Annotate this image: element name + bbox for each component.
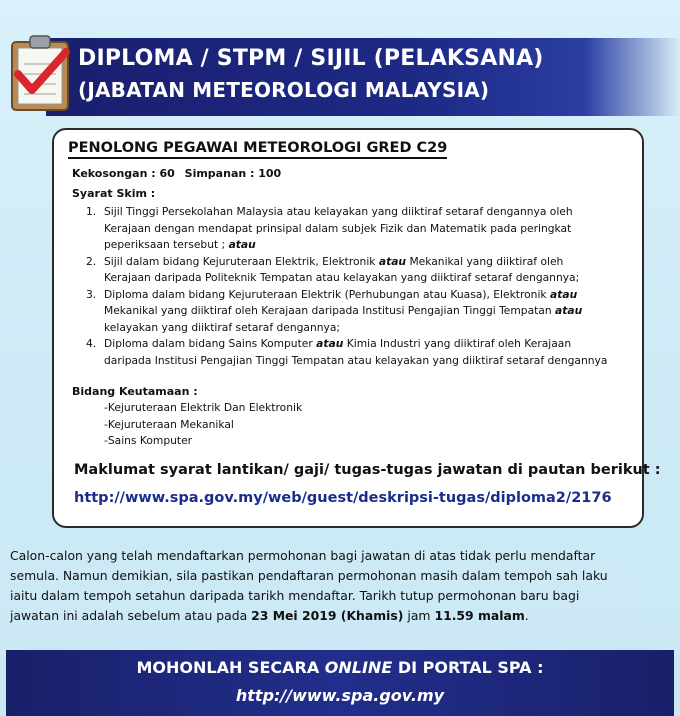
clipboard-check-icon [4, 30, 76, 114]
notice-line [10, 606, 670, 626]
requirement-text: Sijil dalam bidang Kejuruteraan Elektrik, Elektronik [104, 254, 376, 268]
footer-cta [0, 658, 680, 677]
notice-line: Calon-calon yang telah mendaftarkan permohonan bagi jawatan di atas tidak perlu mendaftar [10, 548, 596, 563]
bidang-list [104, 400, 302, 450]
bidang-item: -Kejuruteraan Mekanikal [104, 417, 234, 431]
atau-emphasis: atau [316, 337, 344, 350]
requirement-number: 1. [86, 205, 97, 218]
header-title: DIPLOMA / STPM / SIJIL (PELAKSANA) [78, 46, 544, 71]
requirement-line: Kerajaan dengan mendapat prinsipal dalam subjek Fizik dan Matematik pada peringkat [104, 221, 572, 235]
requirement-number: 2. [86, 254, 97, 268]
notice-line: iaitu dalam tempoh setahun daripada tarikh mendaftar. Tarikh tutup permohonan baru bagi [10, 588, 580, 603]
notice-paragraph [10, 546, 670, 626]
requirement-item [86, 204, 646, 254]
requirement-text: Kimia Industri yang diiktiraf oleh Kerajaan [346, 337, 572, 350]
requirement-text: Diploma dalam bidang Sains Komputer [104, 337, 313, 350]
requirement-item [86, 287, 646, 337]
notice-text: jawatan ini adalah sebelum atau pada [10, 608, 248, 623]
closing-time: 11.59 malam [434, 608, 525, 623]
requirement-line: daripada Institusi Pengajian Tinggi Tempatan atau kelayakan yang diiktiraf setaraf dengannya [104, 353, 608, 367]
kekosongan-count: Kekosongan : 60 [72, 167, 175, 180]
portal-link[interactable]: http://www.spa.gov.my [235, 686, 445, 705]
header-subtitle: (JABATAN METEOROLOGI MALAYSIA) [78, 78, 490, 102]
info-line: Maklumat syarat lantikan/ gaji/ tugas-tugas jawatan di pautan berikut : [74, 462, 661, 478]
requirement-number: 3. [86, 287, 97, 301]
requirement-line [104, 254, 646, 271]
job-description-link[interactable]: http://www.spa.gov.my/web/guest/deskripsi-tugas/diploma2/2176 [74, 490, 612, 506]
atau-emphasis: atau [228, 238, 256, 251]
atau-emphasis: atau [555, 304, 583, 317]
footer-text: MOHONLAH SECARA [136, 658, 320, 677]
requirement-line: Kerajaan daripada Politeknik Tempatan atau kelayakan yang diiktiraf setaraf dengannya; [104, 271, 580, 284]
notice-text: jam [407, 608, 431, 623]
requirement-line: Sijil Tinggi Persekolahan Malaysia atau kelayakan yang diiktiraf setaraf dengannya oleh [104, 205, 573, 218]
requirements-list [86, 204, 646, 369]
notice-line: semula. Namun demikian, sila pastikan pendaftaran permohonan masih dalam tempoh sah laku [10, 568, 608, 583]
bidang-keutamaan-heading: Bidang Keutamaan : [72, 385, 198, 398]
requirement-line [104, 336, 646, 353]
bidang-item: -Sains Komputer [104, 434, 193, 447]
requirement-text: Mekanikal yang diiktiraf oleh [409, 254, 564, 268]
vacancy-info [72, 166, 287, 182]
bidang-item: -Kejuruteraan Elektrik Dan Elektronik [104, 401, 303, 414]
closing-date: 23 Mei 2019 (Khamis) [251, 608, 404, 623]
requirement-text: peperiksaan tersebut ; [104, 238, 226, 251]
footer-text: DI PORTAL SPA : [397, 658, 544, 677]
simpanan-count: Simpanan : 100 [184, 167, 282, 180]
footer-online: ONLINE [324, 658, 393, 677]
atau-emphasis: atau [550, 287, 578, 301]
syarat-skim-heading: Syarat Skim : [72, 187, 156, 200]
requirement-line: kelayakan yang diiktiraf setaraf dengannya; [104, 320, 340, 334]
post-title: PENOLONG PEGAWAI METEOROLOGI GRED C29 [68, 140, 447, 159]
atau-emphasis: atau [378, 254, 407, 268]
requirement-line [104, 287, 646, 304]
notice-text: . [524, 608, 529, 623]
requirement-item [86, 336, 646, 369]
requirement-text: Diploma dalam bidang Kejuruteraan Elektrik (Perhubungan atau Kuasa), Elektronik [104, 287, 547, 301]
requirement-number: 4. [86, 337, 97, 350]
requirement-line [104, 303, 646, 320]
requirement-text: Mekanikal yang diiktiraf oleh Kerajaan daripada Institusi Pengajian Tinggi Tempatan [104, 304, 552, 317]
requirement-item [86, 254, 646, 287]
requirement-line [104, 237, 646, 254]
